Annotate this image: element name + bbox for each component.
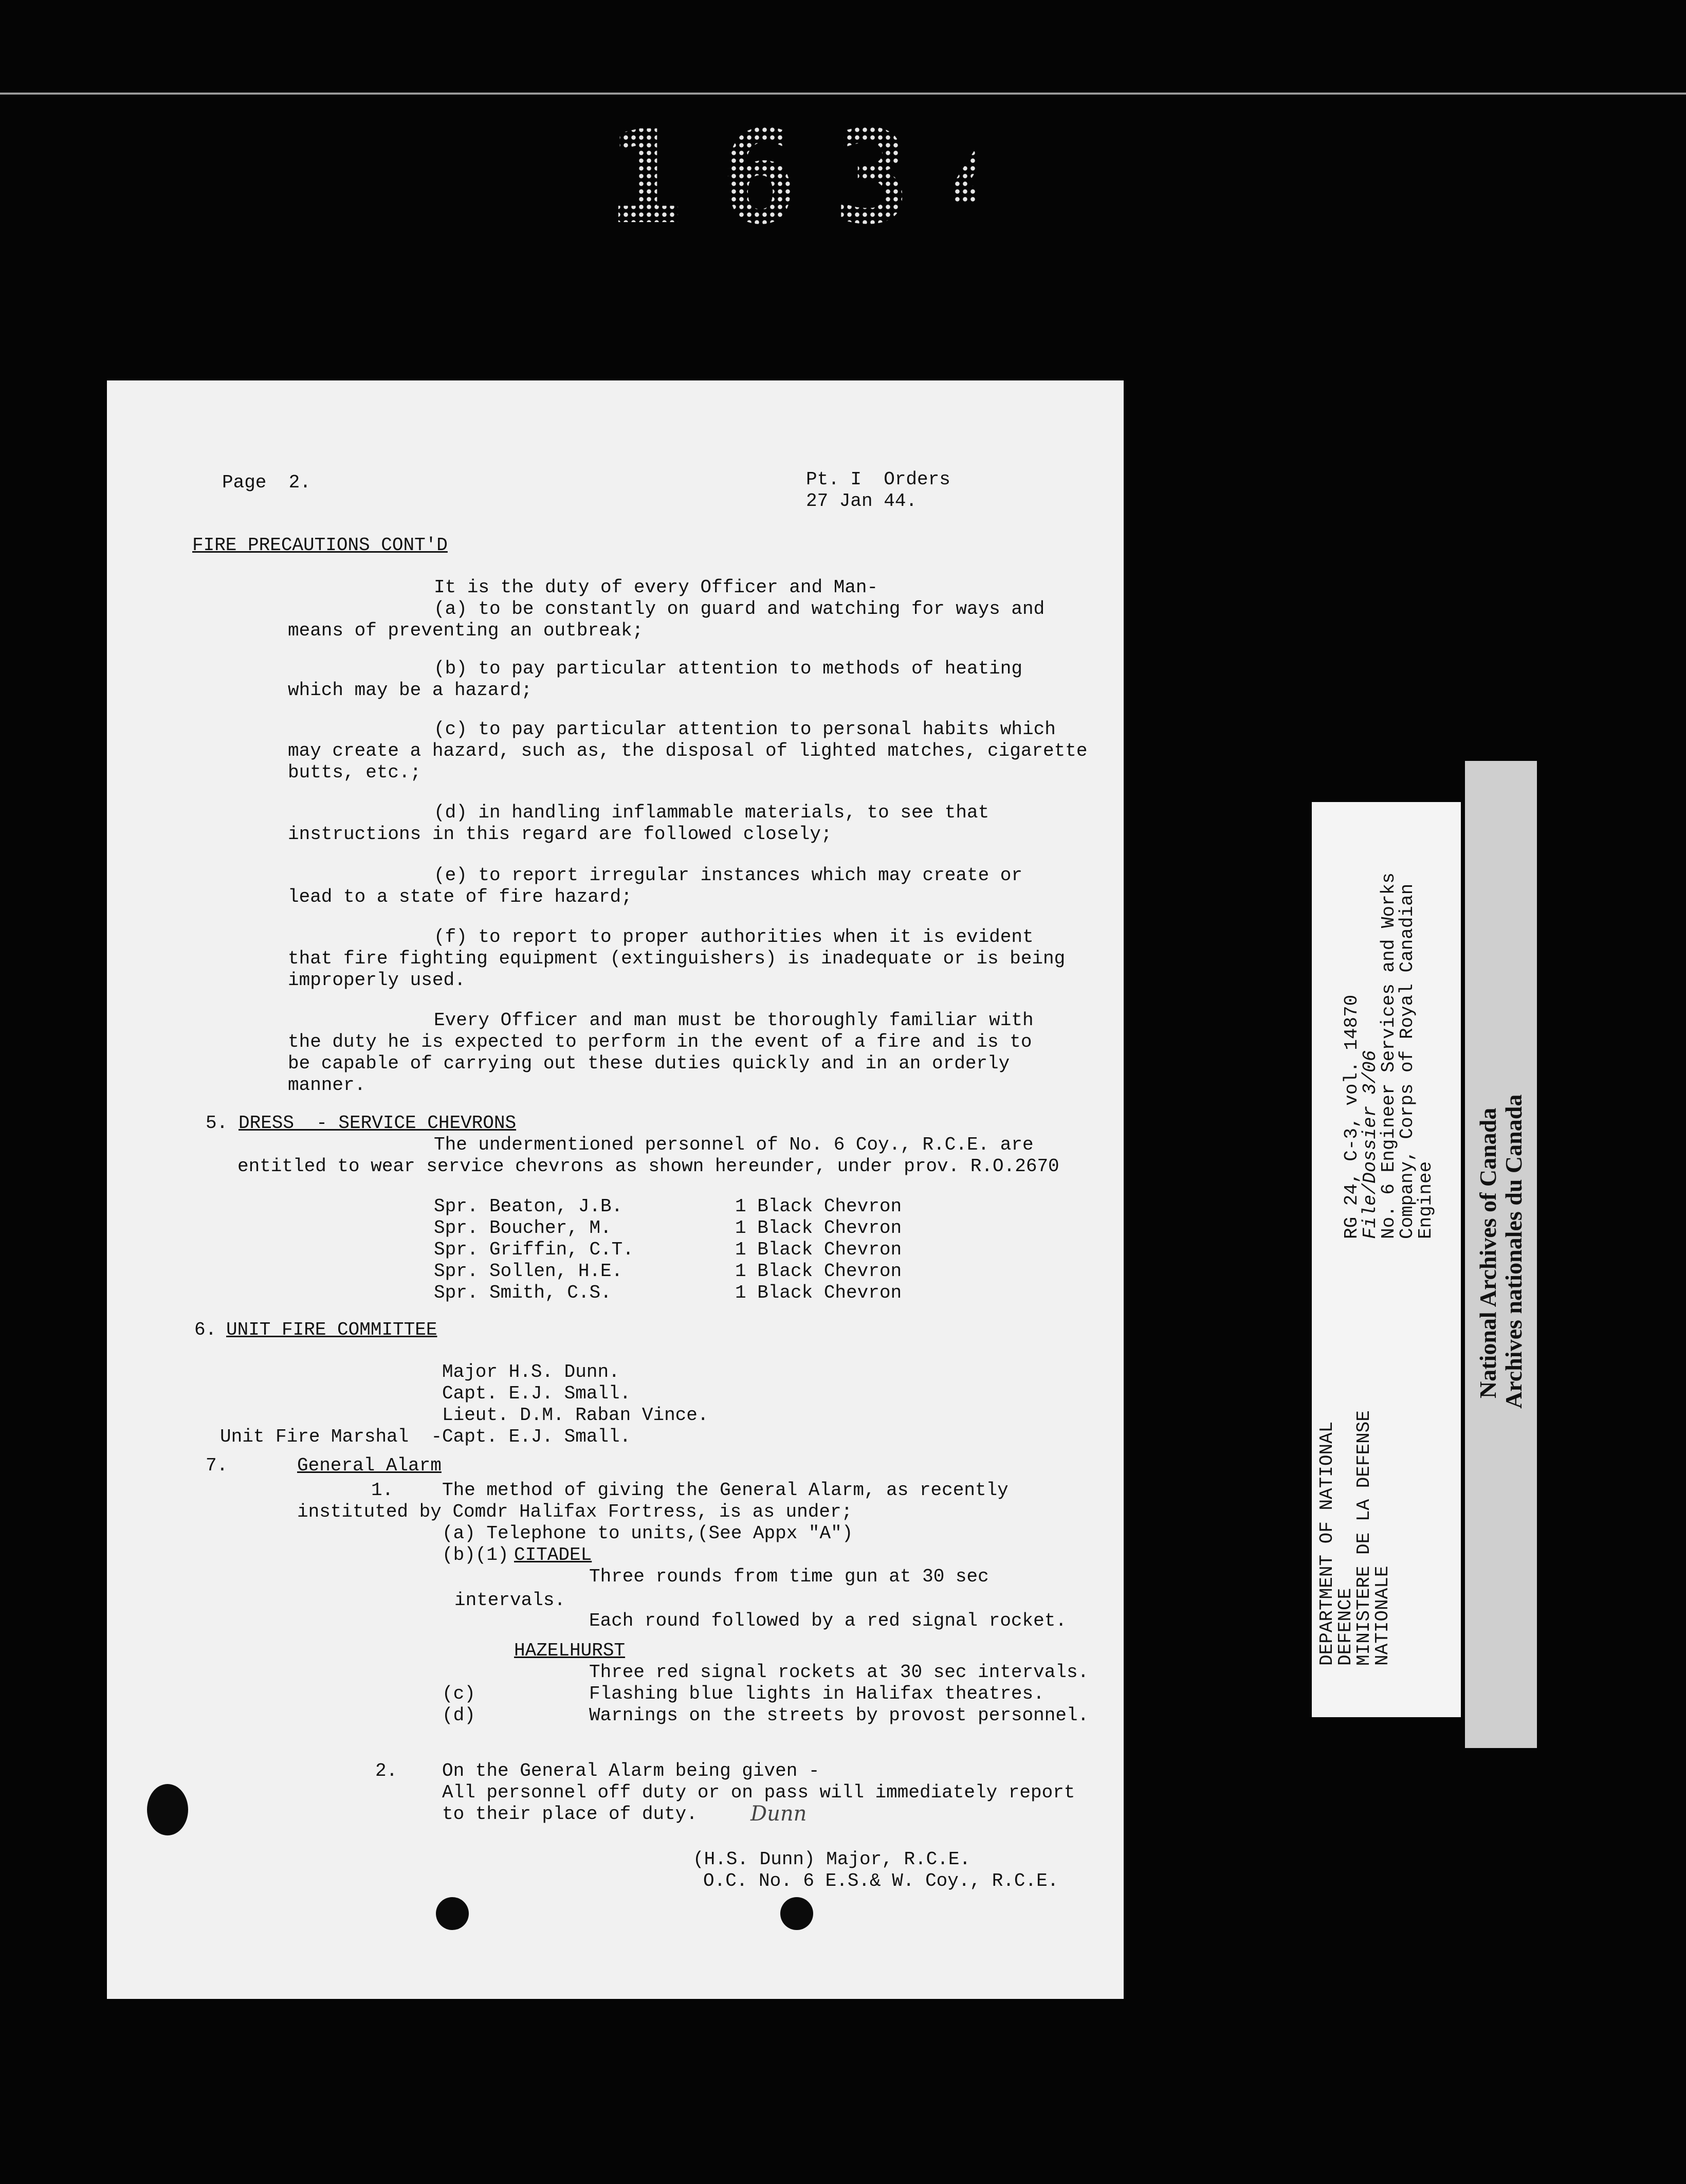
committee-heading: UNIT FIRE COMMITTEE [226, 1319, 437, 1340]
fire-a-line1: (a) to be constantly on guard and watching for ways and [434, 598, 1045, 620]
reel-frame-number: 1634 [607, 103, 1060, 252]
national-archives-stamp [1465, 761, 1537, 1748]
citadel-heading: CITADEL [514, 1544, 592, 1566]
alarm-line: The method of giving the General Alarm, as recently [442, 1480, 1009, 1501]
alarm-sub1-number: 1. [371, 1480, 394, 1501]
chevron-row-award: 1 Black Chevron [735, 1261, 902, 1282]
chevron-row-award: 1 Black Chevron [735, 1282, 902, 1303]
committee-member: Major H.S. Dunn. [442, 1361, 620, 1382]
alarm-line: to their place of duty. [442, 1804, 698, 1825]
fire-marshal-label: Unit Fire Marshal - [220, 1426, 443, 1447]
committee-member: Capt. E.J. Small. [442, 1383, 631, 1404]
file-dossier: File/Dossier 3/06 [1360, 1050, 1381, 1239]
alarm-line: Each round followed by a red signal rocket. [589, 1610, 1067, 1631]
chevron-row-name: Spr. Griffin, C.T. [434, 1239, 634, 1260]
chevron-row-name: Spr. Boucher, M. [434, 1217, 612, 1239]
fire-f-line3: improperly used. [288, 970, 466, 991]
chevron-row-name: Spr. Beaton, J.B. [434, 1196, 623, 1217]
alarm-line: Three rounds from time gun at 30 sec [589, 1566, 989, 1587]
fire-a-line2: means of preventing an outbreak; [288, 620, 644, 641]
punch-hole [780, 1897, 813, 1930]
fire-g-line1: Every Officer and man must be thoroughly familiar with [434, 1010, 1034, 1031]
fire-f-line1: (f) to report to proper authorities when it is evident [434, 926, 1034, 948]
fire-d-line1: (d) in handling inflammable materials, to see that [434, 802, 989, 823]
document-page [107, 380, 1124, 1999]
fire-b-line1: (b) to pay particular attention to methods of heating [434, 658, 1022, 679]
alarm-sub2-number: 2. [375, 1760, 398, 1781]
dress-para-line1: The undermentioned personnel of No. 6 Coy., R.C.E. are [434, 1134, 1034, 1155]
signatory-title: O.C. No. 6 E.S.& W. Coy., R.C.E. [703, 1870, 1059, 1891]
archives-name-en: National Archives of Canada [1475, 1107, 1501, 1398]
fire-marshal-name: Capt. E.J. Small. [442, 1426, 631, 1447]
film-frame-line [0, 93, 1686, 95]
chevron-row-name: Spr. Smith, C.S. [434, 1282, 612, 1303]
fire-f-line2: that fire fighting equipment (extinguishers) is inadequate or is being [288, 948, 1066, 969]
committee-number: 6. [194, 1319, 217, 1340]
dress-heading: DRESS - SERVICE CHEVRONS [239, 1113, 517, 1134]
punch-hole [436, 1897, 469, 1930]
alarm-line: All personnel off duty or on pass will immediately report [442, 1782, 1075, 1803]
fire-e-line2: lead to a state of fire hazard; [288, 886, 632, 907]
fire-g-line4: manner. [288, 1075, 366, 1096]
signatory-name: (H.S. Dunn) Major, R.C.E. [693, 1849, 971, 1870]
chevron-row-award: 1 Black Chevron [735, 1239, 902, 1260]
record-group: RG 24, C-3, vol. 14870 [1341, 994, 1362, 1239]
committee-member: Lieut. D.M. Raban Vince. [442, 1405, 709, 1426]
alarm-line: Warnings on the streets by provost personnel. [589, 1705, 1089, 1726]
fire-d-line2: instructions in this regard are followed closely; [288, 824, 832, 845]
handwritten-signature: Dunn [750, 1802, 807, 1826]
hazelhurst-heading: HAZELHURST [514, 1640, 626, 1661]
alarm-d-label: (d) [442, 1705, 475, 1726]
chevron-row-name: Spr. Sollen, H.E. [434, 1261, 623, 1282]
alarm-c-label: (c) [442, 1683, 475, 1704]
alarm-line: Flashing blue lights in Halifax theatres. [589, 1683, 1044, 1704]
fire-c-line1: (c) to pay particular attention to personal habits which [434, 719, 1056, 740]
dress-number: 5. [206, 1113, 228, 1134]
dept-line: MINISTERE DE LA DEFENSE [1353, 1410, 1375, 1666]
fire-intro: It is the duty of every Officer and Man- [434, 577, 878, 598]
page-number: Page 2. [222, 472, 311, 493]
alarm-line: intervals. [454, 1590, 566, 1611]
alarm-line: (b)(1) [442, 1544, 509, 1566]
dept-line: DEPARTMENT OF NATIONAL [1316, 1421, 1337, 1666]
fire-e-line1: (e) to report irregular instances which may create or [434, 865, 1022, 886]
alarm-number: 7. [206, 1455, 228, 1476]
fire-c-line3: butts, etc.; [288, 762, 422, 783]
unit-line: No. 6 Engineer Services and Works [1378, 872, 1399, 1239]
fire-b-line2: which may be a hazard; [288, 680, 533, 701]
orders-date: 27 Jan 44. [806, 490, 918, 512]
alarm-line: On the General Alarm being given - [442, 1760, 820, 1781]
unit-line: Enginee [1415, 1161, 1436, 1239]
archive-reference-label [1312, 802, 1461, 1717]
archives-name-fr: Archives nationales du Canada [1500, 1094, 1527, 1409]
alarm-line: instituted by Comdr Halifax Fortress, is as under; [297, 1501, 853, 1522]
unit-line: Company, Corps of Royal Canadian [1397, 883, 1418, 1239]
chevron-row-award: 1 Black Chevron [735, 1196, 902, 1217]
fire-g-line2: the duty he is expected to perform in the event of a fire and is to [288, 1031, 1032, 1052]
fire-heading: FIRE PRECAUTIONS CONT'D [192, 535, 448, 556]
ink-blot [147, 1784, 188, 1835]
alarm-line: (a) Telephone to units,(See Appx "A") [442, 1523, 853, 1544]
fire-g-line3: be capable of carrying out these duties quickly and in an orderly [288, 1053, 1010, 1074]
fire-c-line2: may create a hazard, such as, the disposal of lighted matches, cigarette [288, 740, 1088, 761]
alarm-heading: General Alarm [297, 1455, 442, 1476]
dept-line: NATIONALE [1372, 1566, 1393, 1666]
alarm-line: Three red signal rockets at 30 sec intervals. [589, 1662, 1089, 1683]
dress-para-line2: entitled to wear service chevrons as shown hereunder, under prov. R.O.2670 [237, 1156, 1059, 1177]
dept-line: DEFENCE [1335, 1588, 1356, 1666]
chevron-row-award: 1 Black Chevron [735, 1217, 902, 1239]
orders-title: Pt. I Orders [806, 469, 950, 490]
